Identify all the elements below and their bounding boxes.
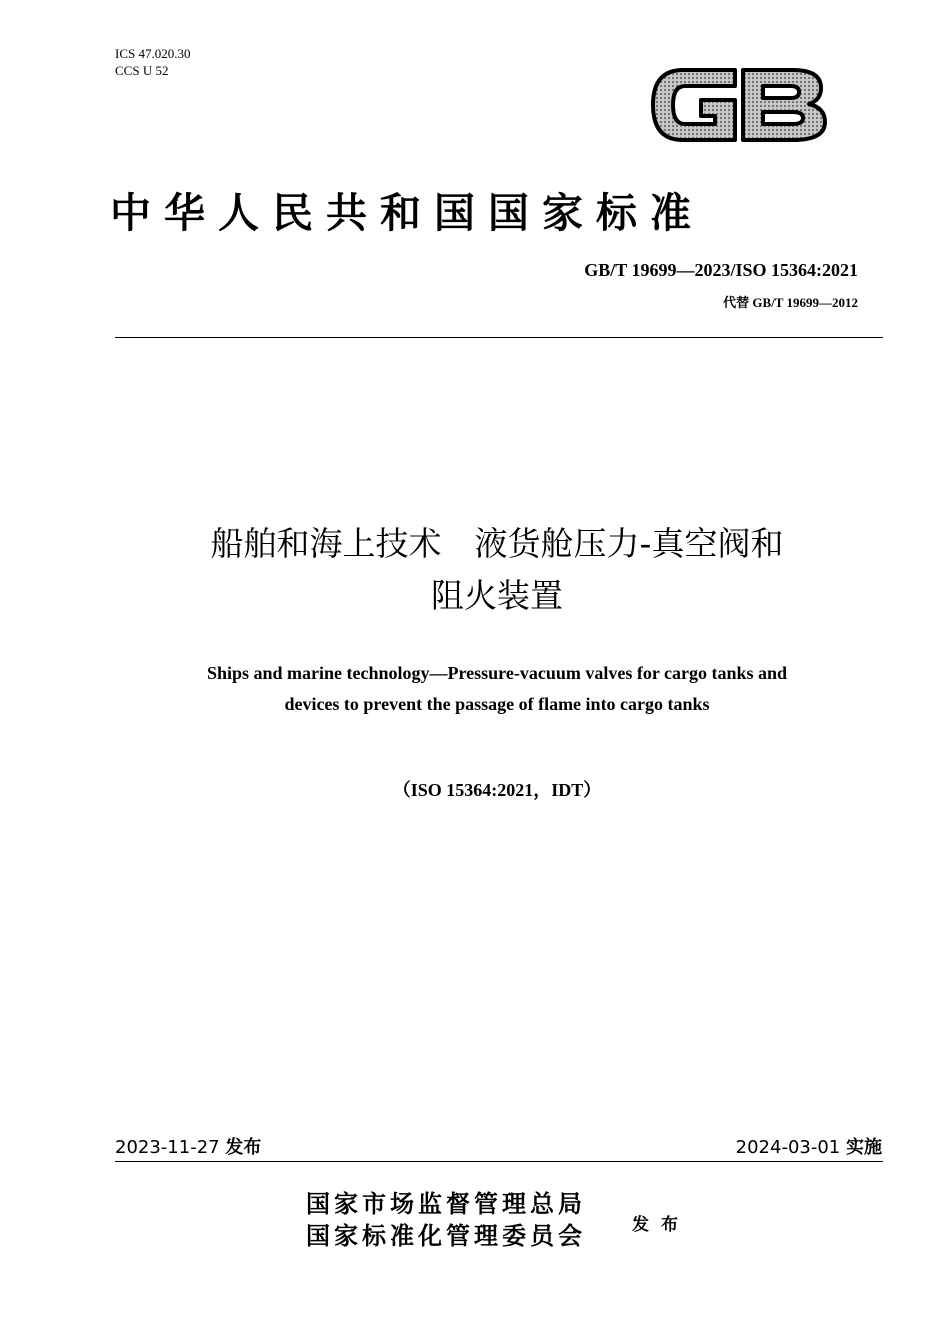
ics-code: ICS 47.020.30 <box>115 46 191 61</box>
national-standard-title: 中华人民共和国国家标准 <box>110 189 704 237</box>
english-title-line2: devices to prevent the passage of flame into cargo tanks <box>284 694 710 714</box>
gb-logo <box>643 56 833 154</box>
issue-date-label: 发布 <box>225 1137 262 1158</box>
impl-date-value: 2024-03-01 <box>735 1137 841 1158</box>
ics-block <box>115 45 190 79</box>
implementation-date <box>736 1133 882 1159</box>
chinese-title-line2: 阻火装置 <box>431 576 563 615</box>
chinese-title <box>0 518 950 622</box>
issuer-line1: 国家市场监督管理总局 <box>306 1189 586 1218</box>
english-title-line1: Ships and marine technology—Pressure-vacuum valves for cargo tanks and <box>206 663 788 683</box>
english-title <box>0 658 950 720</box>
chinese-title-line1: 船舶和海上技术 液货舱压力-真空阀和 <box>210 524 784 563</box>
issuer-action: 发布 <box>632 1215 690 1235</box>
ccs-code: CCS U 52 <box>115 63 169 78</box>
gb-logo-text: GB <box>643 56 645 57</box>
iso-equivalence: （ISO 15364:2021，IDT） <box>392 780 602 800</box>
bottom-divider <box>115 1161 883 1162</box>
top-divider <box>115 337 883 338</box>
issue-date <box>115 1133 261 1159</box>
issuer-line2: 国家标准化管理委员会 <box>306 1221 586 1250</box>
issue-date-value: 2023-11-27 <box>115 1137 220 1158</box>
impl-date-label: 实施 <box>846 1137 882 1158</box>
replaces-note: 代替 GB/T 19699—2012 <box>723 295 858 310</box>
issuing-authorities <box>306 1188 586 1252</box>
standard-number: GB/T 19699—2023/ISO 15364:2021 <box>584 260 858 280</box>
